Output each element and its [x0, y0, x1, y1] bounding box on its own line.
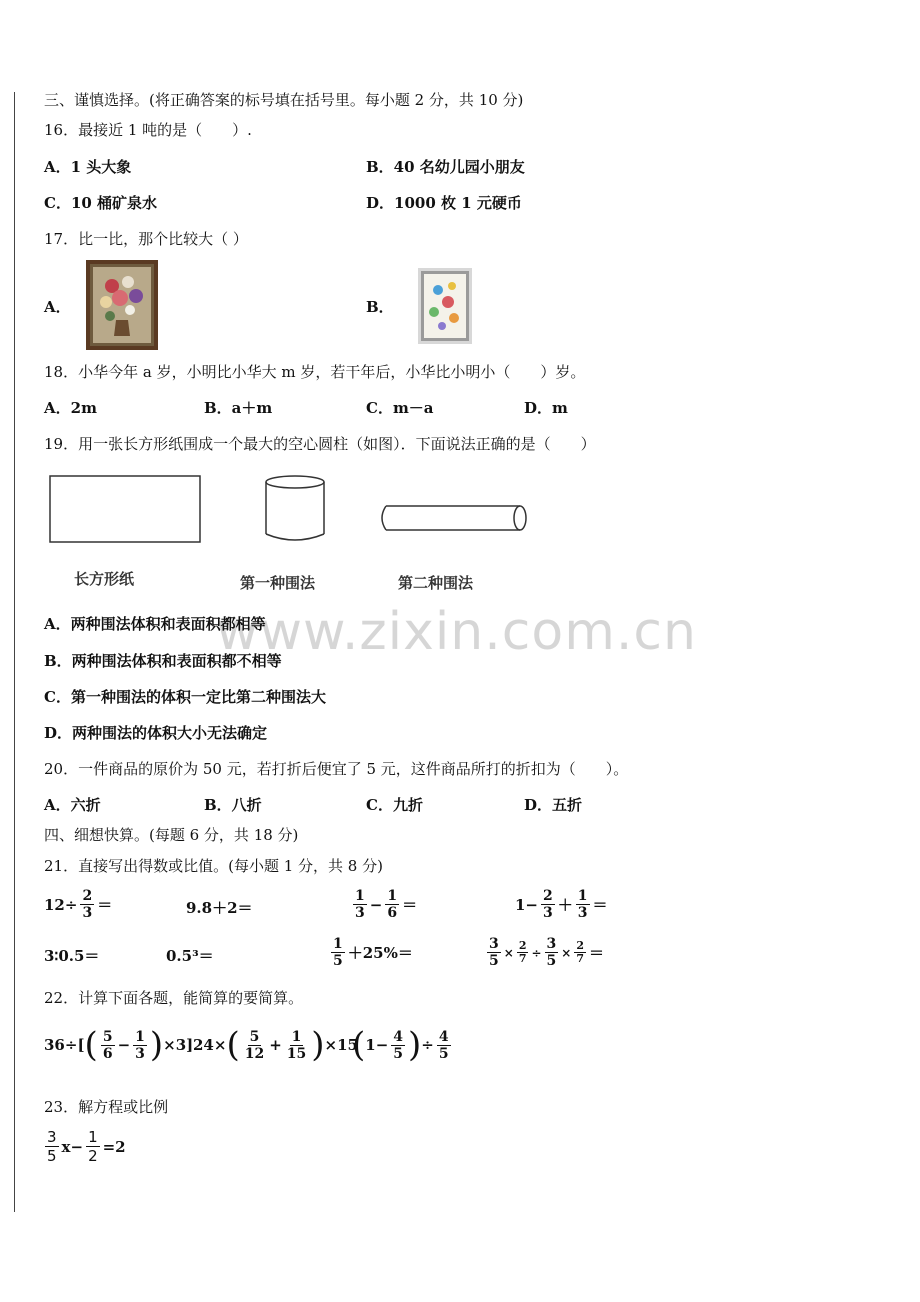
q21-expr-5: 3∶0.5＝ [44, 947, 100, 965]
q17-stem: 17．比一比，那个比较大（ ） [44, 230, 248, 248]
q18-option-b: B．a＋m [204, 399, 273, 417]
q17-option-a: A． [44, 298, 71, 316]
q23-stem: 23．解方程或比例 [44, 1098, 169, 1116]
section-3-title: 三、谨慎选择。(将正确答案的标号填在括号里。每小题 2 分，共 10 分) [44, 91, 524, 109]
q20-option-a: A．六折 [44, 796, 101, 814]
q21-expr-2: 9.8＋2＝ [186, 899, 253, 917]
q18-option-c: C．m－a [366, 399, 434, 417]
q19-option-c: C．第一种围法的体积一定比第二种围法大 [44, 688, 326, 706]
q18-option-d: D．m [524, 399, 568, 417]
q16-option-b: B．40 名幼儿园小朋友 [366, 158, 525, 176]
q18-option-a: A．2m [44, 399, 97, 417]
q19-stem: 19．用一张长方形纸围成一个最大的空心圆柱（如图）．下面说法正确的是（ ） [44, 435, 596, 453]
q16-stem: 16．最接近 1 吨的是（ ）. [44, 121, 252, 139]
q21-expr-8: $\frac{3}{5}$ × $\frac{2}{7}$ ÷ $\frac{3}{5}$ × $\frac{2}{7}$ ＝ [489, 936, 605, 969]
q21-expr-6: 0.5³＝ [166, 947, 214, 965]
q22-expr-1: 36÷[ ( $\frac{5}{6}$ − $\frac{1}{3}$ ) ×3] [44, 1025, 194, 1065]
section-4-title: 四、细想快算。(每题 6 分，共 18 分) [44, 826, 299, 844]
q17-option-b: B． [366, 298, 394, 316]
q19-option-a: A．两种围法体积和表面积都相等 [44, 615, 266, 633]
q19-option-b: B．两种围法体积和表面积都不相等 [44, 652, 282, 670]
fig-label-method-2: 第二种围法 [398, 574, 474, 592]
q20-option-d: D．五折 [524, 796, 583, 814]
q16-option-c: C．10 桶矿泉水 [44, 194, 158, 212]
q22-stem: 22．计算下面各题，能简算的要简算。 [44, 989, 304, 1007]
q20-option-c: C．九折 [366, 796, 423, 814]
q21-expr-3: $\frac{1}{3}$ − $\frac{1}{6}$ ＝ [355, 888, 418, 921]
watermark: www.zixin.com.cn [216, 602, 697, 662]
q22-expr-2: 24× ( $\frac{5}{12}$ + $\frac{1}{15}$ ) ×15 [193, 1025, 358, 1065]
q23-equation: $\frac{3}{5}$ x− $\frac{1}{2}$ =2 [47, 1128, 126, 1165]
q21-expr-1: 12÷ $\frac{2}{3}$ ＝ [44, 888, 113, 921]
q19-figure [44, 470, 544, 550]
margin-line [14, 92, 15, 1212]
q20-stem: 20．一件商品的原价为 50 元，若打折后便宜了 5 元，这件商品所打的折扣为（ ）。 [44, 760, 629, 778]
flower-painting-image [86, 260, 158, 350]
q21-expr-7: $\frac{1}{5}$ ＋25%＝ [333, 936, 413, 969]
fig-label-rectangle: 长方形纸 [74, 570, 135, 588]
horizontal-cylinder-shape [382, 506, 526, 530]
q16-option-a: A．1 头大象 [44, 158, 132, 176]
q18-stem: 18．小华今年 a 岁，小明比小华大 m 岁，若干年后，小华比小明小（ ）岁。 [44, 363, 586, 381]
q21-stem: 21．直接写出得数或比值。(每小题 1 分，共 8 分) [44, 857, 383, 875]
q16-option-d: D．1000 枚 1 元硬币 [366, 194, 522, 212]
q20-option-b: B．八折 [204, 796, 262, 814]
upright-cylinder-shape [266, 476, 324, 540]
rectangle-paper-shape [50, 476, 200, 542]
q21-expr-4: 1− $\frac{2}{3}$ ＋ $\frac{1}{3}$ ＝ [515, 888, 608, 921]
q22-expr-3: ( 1− $\frac{4}{5}$ ) ÷ $\frac{4}{5}$ [352, 1025, 449, 1065]
q19-option-d: D．两种围法的体积大小无法确定 [44, 724, 268, 742]
bird-painting-image [418, 268, 472, 344]
fig-label-method-1: 第一种围法 [240, 574, 316, 592]
